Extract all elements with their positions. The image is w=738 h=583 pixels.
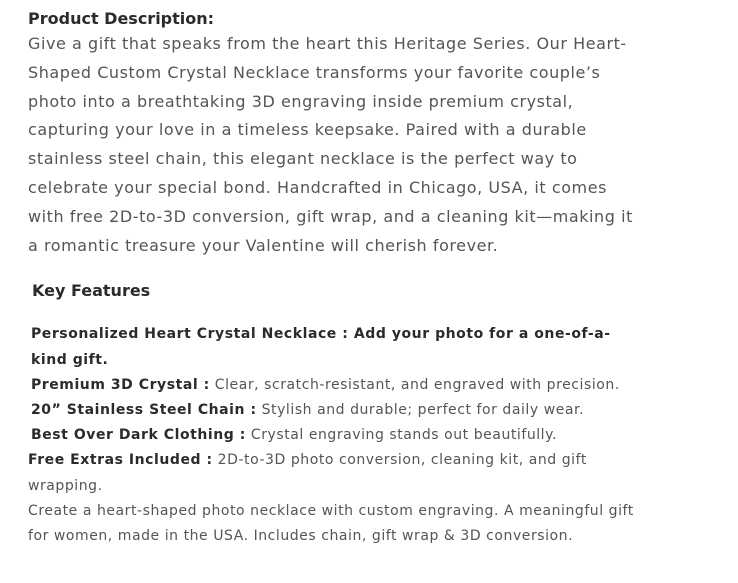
- feature-item: [28, 398, 634, 423]
- key-features-list: [28, 322, 634, 498]
- feature-label: Free Extras Included :: [28, 452, 213, 469]
- product-summary: Create a heart-shaped photo necklace with custom engraving. A meaningful gift for women, made in the USA. Includes chain, gift wrap & 3D conversion.: [28, 502, 634, 545]
- feature-label: Best Over Dark Clothing :: [31, 427, 246, 444]
- feature-text: Stylish and durable; perfect for daily wear.: [261, 401, 585, 418]
- feature-text: 2D-to-3D photo conversion, cleaning kit, and gift wrapping.: [28, 452, 587, 494]
- feature-item: [28, 448, 634, 498]
- feature-item: [28, 322, 634, 372]
- feature-label: 20” Stainless Steel Chain :: [31, 401, 257, 418]
- feature-item: [28, 373, 634, 398]
- feature-text: Clear, scratch-resistant, and engraved with precision.: [214, 376, 620, 393]
- feature-label: Premium 3D Crystal :: [31, 376, 210, 393]
- feature-text: Add your photo for a one-of-a-kind gift.: [31, 326, 611, 368]
- product-content: [28, 8, 634, 550]
- product-description-text: Give a gift that speaks from the heart this Heritage Series. Our Heart-Shaped Custom Crystal Necklace transforms your favorite couple’s photo into a breathtaking 3D engraving inside premium crystal, capturing your love in a timeless keepsake. Paired with a durable stainless steel chain, this elegant necklace is the perfect way to celebrate your special bond. Handcrafted in Chicago, USA, it comes with free 2D-to-3D conversion, gift wrap, and a cleaning kit—making it a romantic treasure your Valentine will cherish forever.: [28, 34, 633, 255]
- key-features-heading: Key Features: [32, 281, 151, 301]
- feature-label: Personalized Heart Crystal Necklace :: [31, 326, 349, 343]
- product-description-heading: Product Description:: [28, 9, 215, 28]
- feature-item: [28, 423, 634, 448]
- feature-text: Crystal engraving stands out beautifully.: [250, 427, 557, 444]
